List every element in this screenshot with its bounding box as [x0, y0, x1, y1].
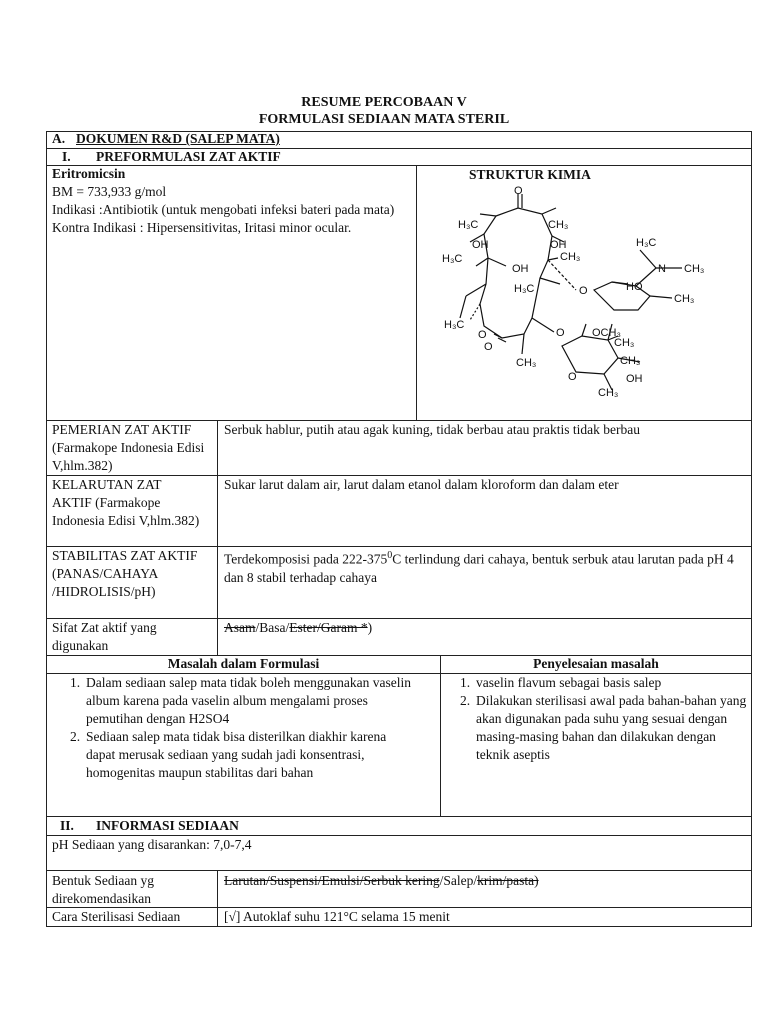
sifat-sep1: /	[255, 620, 260, 635]
drug-bm: BM = 733,933 g/mol	[52, 184, 167, 199]
svg-text:O: O	[514, 186, 523, 197]
stabilitas-label: STABILITAS ZAT AKTIF (PANAS/CAHAYA /HIDROLISIS/pH)	[52, 548, 198, 599]
drug-kontra: Kontra Indikasi : Hipersensitivitas, Iritasi minor ocular.	[52, 220, 352, 235]
svg-text:CH₃: CH₃	[598, 387, 619, 398]
section-a-title: DOKUMEN R&D (SALEP MATA)	[76, 131, 280, 146]
erythromycin-structure-diagram	[436, 186, 736, 398]
bentuk-label: Bentuk Sediaan yg direkomendasikan	[52, 873, 154, 906]
pemerian-label: PEMERIAN ZAT AKTIF (Farmakope Indonesia Edisi V,hlm.382)	[52, 422, 205, 473]
sifat-basa: Basa	[259, 620, 286, 635]
svg-text:O: O	[478, 329, 487, 341]
penyelesaian-item-2: Dilakukan sterilisasi awal pada bahan-bahan yang akan digunakan pada suhu yang sesuai dengan masing-masing bahan dan dilakukan dengan teknik aseptis	[476, 693, 747, 762]
sifat-ester-garam: Ester/Garam *	[289, 620, 368, 635]
penyelesaian-list	[440, 674, 750, 764]
svg-text:HO: HO	[626, 281, 643, 293]
svg-text:CH₃: CH₃	[548, 219, 569, 231]
svg-text:OCH₃: OCH₃	[592, 327, 621, 339]
list-item: 1. Dalam sediaan salep mata tidak boleh menggunakan vaselin album karena pada vaselin album mengalami proses pemutihan dengan H2SO4	[70, 675, 412, 726]
stabilitas-value-pre: Terdekomposisi pada 222-375	[224, 551, 388, 567]
list-item: 1. vaselin flavum sebagai basis salep	[460, 675, 662, 690]
section-ii-title: INFORMASI SEDIAAN	[96, 818, 239, 833]
svg-text:OH: OH	[512, 263, 529, 275]
svg-text:H₃C: H₃C	[442, 253, 463, 265]
svg-text:O: O	[579, 285, 588, 297]
svg-text:CH₃: CH₃	[674, 293, 695, 305]
svg-text:OH: OH	[550, 239, 567, 251]
masalah-item-2: Sediaan salep mata tidak bisa disterilkan diakhir karena dapat merusak sediaan yang sudah jadi konsentrasi, homogenitas maupun stabilitas dari bahan	[86, 729, 387, 780]
structure-heading: STRUKTUR KIMIA	[469, 167, 591, 182]
masalah-header-left: Masalah dalam Formulasi	[167, 656, 320, 671]
sifat-end: )	[367, 620, 373, 635]
ph-text: pH Sediaan yang disarankan: 7,0-7,4	[52, 837, 252, 852]
kelarutan-value: Sukar larut dalam air, larut dalam etanol dalam kloroform dan dalam eter	[224, 477, 619, 492]
penyelesaian-item-1: vaselin flavum sebagai basis salep	[476, 675, 662, 690]
sterilisasi-value: [√] Autoklaf suhu 121°C selama 15 menit	[224, 909, 450, 924]
masalah-item-1: Dalam sediaan salep mata tidak boleh menggunakan vaselin album karena pada vaselin album mengalami proses pemutihan dengan H2SO4	[86, 675, 412, 726]
sifat-label: Sifat Zat aktif yang digunakan	[52, 620, 157, 653]
bentuk-struck2: krim/pasta)	[477, 873, 539, 888]
list-item: 2. Dilakukan sterilisasi awal pada bahan-bahan yang akan digunakan pada suhu yang sesuai dengan masing-masing bahan dan dilakukan dengan teknik aseptis	[460, 693, 747, 762]
drug-indikasi: Indikasi :Antibiotik (untuk mengobati infeksi bateri pada mata)	[52, 202, 395, 217]
section-a-label: A.	[52, 131, 66, 146]
svg-text:OH: OH	[472, 239, 489, 251]
svg-text:CH₃: CH₃	[516, 357, 537, 369]
masalah-list	[50, 674, 412, 782]
section-i-title: PREFORMULASI ZAT AKTIF	[96, 149, 281, 164]
svg-text:CH₃: CH₃	[684, 263, 705, 275]
svg-text:CH₃: CH₃	[620, 355, 641, 367]
svg-text:H₃C: H₃C	[444, 319, 465, 331]
svg-text:H₃C: H₃C	[514, 283, 535, 295]
document-title-line2: FORMULASI SEDIAAN MATA STERIL	[258, 112, 510, 127]
svg-text:O: O	[568, 371, 577, 383]
svg-text:O: O	[484, 341, 493, 353]
pemerian-value: Serbuk hablur, putih atau agak kuning, tidak berbau atau praktis tidak berbau	[224, 422, 640, 437]
bentuk-salep: /Salep/	[439, 873, 478, 888]
list-item: 2. Sediaan salep mata tidak bisa disterilkan diakhir karena dapat merusak sediaan yang sudah jadi konsentrasi, homogenitas maupun stabilitas dari bahan	[70, 729, 387, 780]
svg-text:CH₃: CH₃	[560, 251, 581, 263]
svg-text:N: N	[658, 263, 666, 275]
sifat-sep2: /	[285, 620, 290, 635]
section-i-label: I.	[62, 149, 71, 164]
stabilitas-value	[224, 547, 748, 587]
bentuk-struck1: Larutan/Suspensi/Emulsi/Serbuk kering	[224, 873, 440, 888]
masalah-header-right: Penyelesaian masalah	[533, 656, 659, 671]
sifat-value	[224, 619, 372, 637]
svg-text:H₃C: H₃C	[636, 237, 657, 249]
document-title-line1: RESUME PERCOBAAN V	[301, 95, 467, 110]
sterilisasi-label: Cara Sterilisasi Sediaan	[52, 909, 181, 924]
svg-text:OH: OH	[626, 373, 643, 385]
section-ii-label: II.	[60, 818, 74, 833]
svg-text:O: O	[556, 327, 565, 339]
bentuk-value	[224, 872, 539, 890]
svg-text:H₃C: H₃C	[458, 219, 479, 231]
sifat-asam: Asam	[224, 620, 256, 635]
kelarutan-label: KELARUTAN ZAT AKTIF (Farmakope Indonesia Edisi V,hlm.382)	[52, 477, 200, 528]
stabilitas-value-post: C terlindung dari cahaya, bentuk serbuk atau larutan pada pH 4 dan 8 stabil terhadap cahaya	[224, 551, 734, 585]
drug-info	[52, 165, 408, 237]
drug-name: Eritromicsin	[52, 166, 126, 181]
stabilitas-degree-sup: 0	[387, 550, 393, 561]
svg-text:CH₃: CH₃	[614, 337, 635, 349]
